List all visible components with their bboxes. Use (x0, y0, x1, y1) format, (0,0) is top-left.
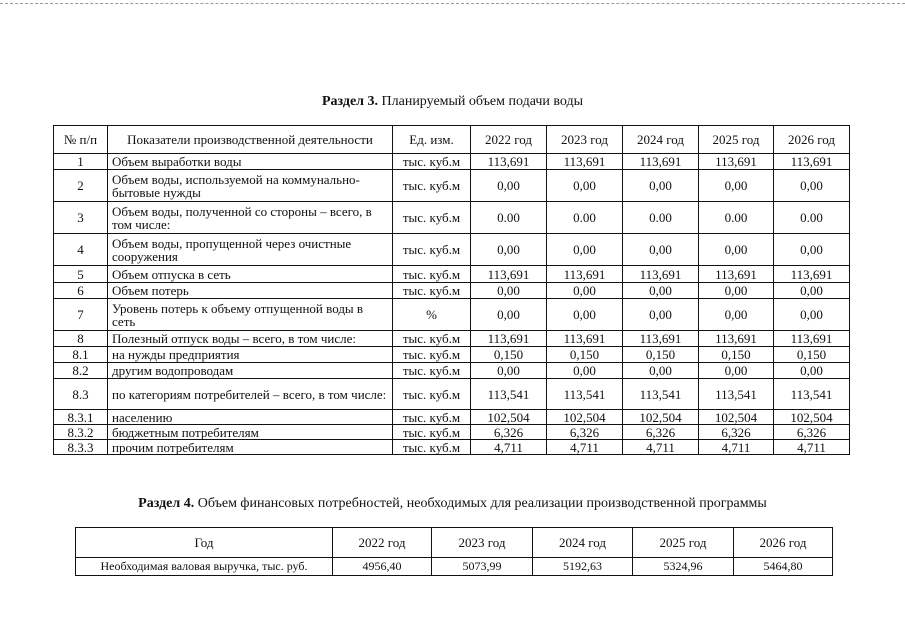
row-indicator: на нужды предприятия (108, 347, 393, 363)
row-indicator: населению (108, 410, 393, 425)
value-2026: 0,00 (774, 234, 850, 266)
header-indicator: Показатели производственной деятельности (108, 126, 393, 154)
table-row (54, 347, 850, 363)
row-unit: тыс. куб.м (393, 202, 471, 234)
value-2022: 113,691 (471, 154, 547, 170)
value-2023: 113,691 (547, 331, 623, 347)
row-indicator: бюджетным потребителям (108, 425, 393, 440)
value-2022: 113,691 (471, 331, 547, 347)
value-2024: 0,00 (623, 363, 699, 379)
row-unit: тыс. куб.м (393, 425, 471, 440)
table-row (54, 234, 850, 266)
value-2026: 0.00 (774, 202, 850, 234)
table-row (54, 299, 850, 331)
header-year-2025: 2025 год (633, 528, 734, 558)
table-row (54, 410, 850, 425)
value-2023: 6,326 (547, 425, 623, 440)
value-2026: 0,150 (774, 347, 850, 363)
value-2024: 0.00 (623, 202, 699, 234)
value-2022: 102,504 (471, 410, 547, 425)
row-number: 8.1 (54, 347, 108, 363)
value-2023: 113,541 (547, 379, 623, 410)
table-row (54, 154, 850, 170)
value-2026: 6,326 (774, 425, 850, 440)
value-2025: 0,00 (699, 299, 774, 331)
header-year-2025: 2025 год (699, 126, 774, 154)
row-number: 8 (54, 331, 108, 347)
value-2025: 113,691 (699, 331, 774, 347)
value-2023: 0,00 (547, 234, 623, 266)
value-2025: 113,691 (699, 266, 774, 283)
page-top-edge (0, 3, 905, 4)
row-indicator: Объем потерь (108, 283, 393, 299)
value-2022: 4,711 (471, 440, 547, 455)
row-number: 2 (54, 170, 108, 202)
section-3-title: Планируемый объем подачи воды (381, 94, 584, 109)
row-number: 8.3.2 (54, 425, 108, 440)
header-year-2022: 2022 год (333, 528, 432, 558)
row-indicator: Объем воды, пропущенной через очистные сооружения (108, 234, 393, 266)
value-2022: 0,00 (471, 363, 547, 379)
row-number: 1 (54, 154, 108, 170)
table-row (76, 558, 833, 576)
value-2022: 113,691 (471, 266, 547, 283)
header-year-2023: 2023 год (432, 528, 533, 558)
row-number: 8.3.3 (54, 440, 108, 455)
row-indicator: Уровень потерь к объему отпущенной воды в сеть (108, 299, 393, 331)
value-2022: 0,00 (471, 234, 547, 266)
table-row (54, 170, 850, 202)
value-2023: 113,691 (547, 266, 623, 283)
row-unit: тыс. куб.м (393, 347, 471, 363)
value-2024: 102,504 (623, 410, 699, 425)
table-row (54, 283, 850, 299)
value-2024: 113,691 (623, 266, 699, 283)
row-unit: % (393, 299, 471, 331)
value-2024: 0,00 (623, 234, 699, 266)
value-2024: 0,00 (623, 170, 699, 202)
row-unit: тыс. куб.м (393, 154, 471, 170)
revenue-label: Необходимая валовая выручка, тыс. руб. (76, 558, 333, 576)
section-3-heading (0, 94, 905, 110)
revenue-2026: 5464,80 (734, 558, 833, 576)
value-2025: 0,00 (699, 283, 774, 299)
header-year-2026: 2026 год (734, 528, 833, 558)
value-2025: 113,691 (699, 154, 774, 170)
table-row (54, 266, 850, 283)
table-header-row (54, 126, 850, 154)
row-number: 6 (54, 283, 108, 299)
section-3-number: Раздел 3. (321, 94, 379, 109)
section-4-title: Объем финансовых потребностей, необходимых для реализации производственной программы (197, 496, 767, 511)
row-number: 3 (54, 202, 108, 234)
section-4-heading (0, 496, 905, 512)
value-2023: 102,504 (547, 410, 623, 425)
value-2025: 113,541 (699, 379, 774, 410)
header-year-2026: 2026 год (774, 126, 850, 154)
value-2023: 0,00 (547, 363, 623, 379)
row-unit: тыс. куб.м (393, 379, 471, 410)
row-indicator: Полезный отпуск воды – всего, в том числе: (108, 331, 393, 347)
row-number: 8.3 (54, 379, 108, 410)
value-2024: 113,691 (623, 331, 699, 347)
value-2022: 0,00 (471, 283, 547, 299)
table-row (54, 425, 850, 440)
row-indicator: Объем отпуска в сеть (108, 266, 393, 283)
value-2023: 4,711 (547, 440, 623, 455)
value-2023: 0,00 (547, 299, 623, 331)
value-2023: 113,691 (547, 154, 623, 170)
row-unit: тыс. куб.м (393, 440, 471, 455)
value-2026: 113,691 (774, 331, 850, 347)
value-2026: 113,691 (774, 266, 850, 283)
value-2024: 113,691 (623, 154, 699, 170)
row-unit: тыс. куб.м (393, 170, 471, 202)
value-2026: 113,691 (774, 154, 850, 170)
row-number: 8.3.1 (54, 410, 108, 425)
value-2026: 102,504 (774, 410, 850, 425)
value-2024: 0,150 (623, 347, 699, 363)
table-row (54, 202, 850, 234)
financial-needs-table (75, 527, 833, 576)
value-2024: 0,00 (623, 299, 699, 331)
revenue-2022: 4956,40 (333, 558, 432, 576)
value-2025: 102,504 (699, 410, 774, 425)
value-2023: 0.00 (547, 202, 623, 234)
header-year-2023: 2023 год (547, 126, 623, 154)
value-2026: 0,00 (774, 299, 850, 331)
value-2022: 113,541 (471, 379, 547, 410)
value-2025: 0,00 (699, 363, 774, 379)
value-2022: 0,00 (471, 299, 547, 331)
header-year: Год (76, 528, 333, 558)
table-row (54, 440, 850, 455)
value-2023: 0,00 (547, 283, 623, 299)
value-2025: 0,150 (699, 347, 774, 363)
table-row (54, 363, 850, 379)
value-2022: 0,150 (471, 347, 547, 363)
row-indicator: Объем воды, полученной со стороны – всего, в том числе: (108, 202, 393, 234)
row-unit: тыс. куб.м (393, 234, 471, 266)
value-2026: 0,00 (774, 363, 850, 379)
row-indicator: по категориям потребителей – всего, в том числе: (108, 379, 393, 410)
header-number: № п/п (54, 126, 108, 154)
row-number: 5 (54, 266, 108, 283)
header-unit: Ед. изм. (393, 126, 471, 154)
header-year-2024: 2024 год (533, 528, 633, 558)
row-indicator: Объем выработки воды (108, 154, 393, 170)
row-indicator: другим водопроводам (108, 363, 393, 379)
row-indicator: прочим потребителям (108, 440, 393, 455)
value-2023: 0,00 (547, 170, 623, 202)
revenue-2025: 5324,96 (633, 558, 734, 576)
value-2025: 0.00 (699, 202, 774, 234)
value-2025: 6,326 (699, 425, 774, 440)
header-year-2024: 2024 год (623, 126, 699, 154)
row-unit: тыс. куб.м (393, 331, 471, 347)
row-number: 4 (54, 234, 108, 266)
row-unit: тыс. куб.м (393, 266, 471, 283)
table-row (54, 379, 850, 410)
value-2026: 0,00 (774, 283, 850, 299)
value-2024: 113,541 (623, 379, 699, 410)
row-unit: тыс. куб.м (393, 363, 471, 379)
row-indicator: Объем воды, используемой на коммунально-бытовые нужды (108, 170, 393, 202)
value-2026: 0,00 (774, 170, 850, 202)
water-supply-table (53, 125, 850, 455)
revenue-2023: 5073,99 (432, 558, 533, 576)
row-unit: тыс. куб.м (393, 283, 471, 299)
value-2024: 6,326 (623, 425, 699, 440)
value-2024: 4,711 (623, 440, 699, 455)
table-header-row (76, 528, 833, 558)
value-2022: 0,00 (471, 170, 547, 202)
value-2026: 4,711 (774, 440, 850, 455)
value-2026: 113,541 (774, 379, 850, 410)
row-number: 7 (54, 299, 108, 331)
value-2025: 4,711 (699, 440, 774, 455)
value-2025: 0,00 (699, 170, 774, 202)
header-year-2022: 2022 год (471, 126, 547, 154)
value-2024: 0,00 (623, 283, 699, 299)
value-2022: 0.00 (471, 202, 547, 234)
row-number: 8.2 (54, 363, 108, 379)
value-2022: 6,326 (471, 425, 547, 440)
row-unit: тыс. куб.м (393, 410, 471, 425)
section-4-number: Раздел 4. (138, 496, 195, 511)
value-2023: 0,150 (547, 347, 623, 363)
revenue-2024: 5192,63 (533, 558, 633, 576)
value-2025: 0,00 (699, 234, 774, 266)
table-row (54, 331, 850, 347)
